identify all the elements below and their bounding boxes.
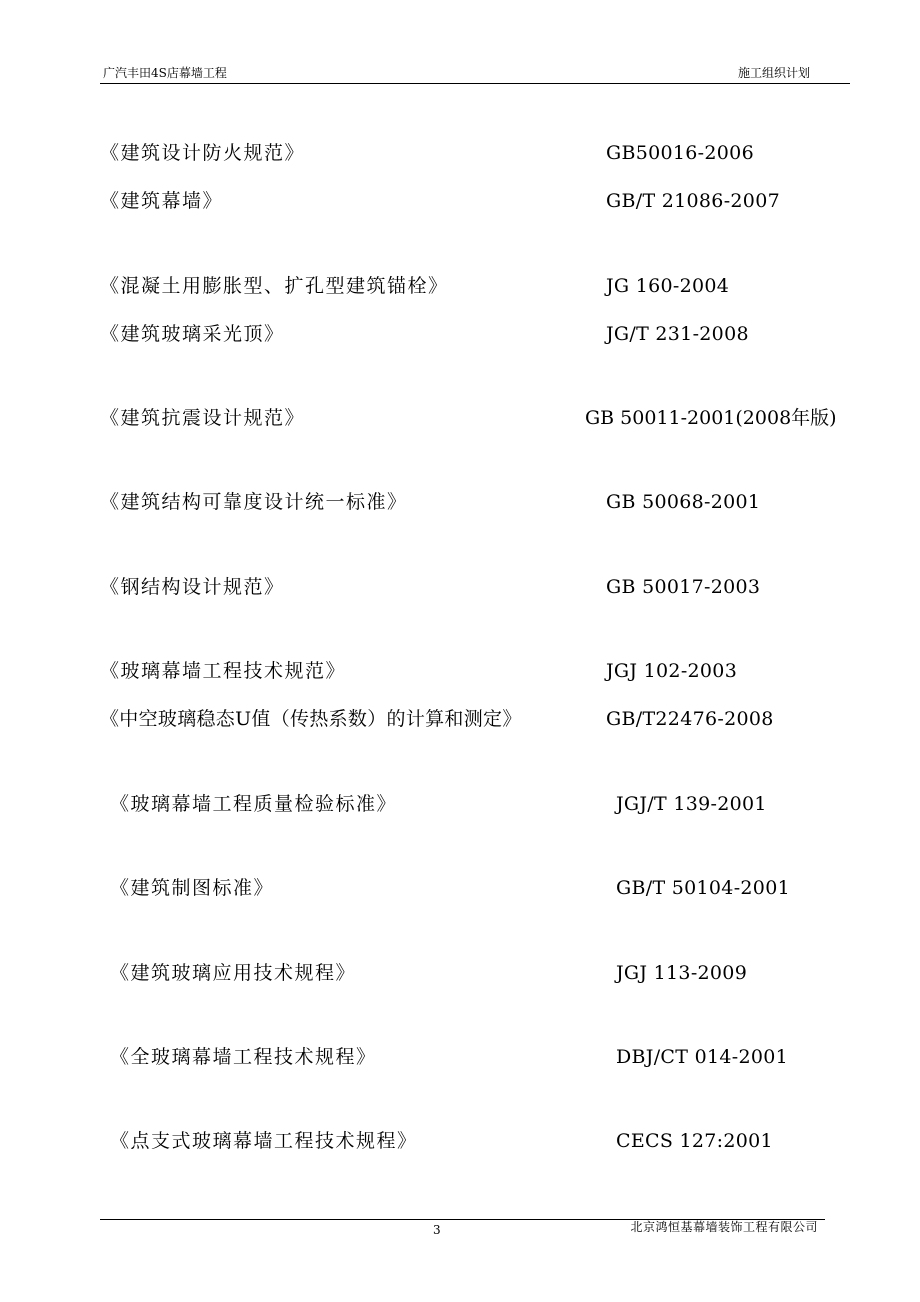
standard-code: GB/T 50104-2001 xyxy=(616,877,790,899)
standard-code: JG/T 231-2008 xyxy=(606,323,749,345)
standard-code: JG 160-2004 xyxy=(606,275,730,297)
page-number: 3 xyxy=(433,1223,441,1237)
header-project-title: 广汽丰田4S店幕墙工程 xyxy=(103,66,227,80)
standard-title: 《玻璃幕墙工程质量检验标准》 xyxy=(110,793,398,815)
standard-title: 《中空玻璃稳态U值（传热系数）的计算和测定》 xyxy=(100,708,522,730)
header-document-type: 施工组织计划 xyxy=(737,66,810,80)
standard-title: 《建筑结构可靠度设计统一标准》 xyxy=(100,491,408,513)
standard-row xyxy=(0,140,920,166)
standard-code: JGJ/T 139-2001 xyxy=(616,793,767,815)
standard-row xyxy=(0,1044,920,1070)
standard-code: GB50016-2006 xyxy=(606,142,754,164)
standard-row xyxy=(0,188,920,214)
standard-row xyxy=(0,273,920,299)
standard-code: GB 50068-2001 xyxy=(606,491,761,513)
footer-company-name: 北京鸿恒基幕墙装饰工程有限公司 xyxy=(630,1220,818,1234)
standard-row xyxy=(0,574,920,600)
standard-code: CECS 127:2001 xyxy=(616,1130,773,1152)
standard-title: 《建筑玻璃采光顶》 xyxy=(100,323,285,345)
standard-title: 《建筑抗震设计规范》 xyxy=(100,407,306,429)
standard-code: GB/T22476-2008 xyxy=(606,708,774,730)
standard-row xyxy=(0,960,920,986)
standard-code: JGJ 113-2009 xyxy=(616,962,748,984)
standard-code: DBJ/CT 014-2001 xyxy=(616,1046,789,1068)
standard-code: JGJ 102-2003 xyxy=(606,660,738,682)
standard-title: 《全玻璃幕墙工程技术规程》 xyxy=(110,1046,377,1068)
standard-title: 《混凝土用膨胀型、扩孔型建筑锚栓》 xyxy=(100,275,449,297)
standard-code: GB/T 21086-2007 xyxy=(606,190,780,212)
standard-title: 《建筑玻璃应用技术规程》 xyxy=(110,962,357,984)
standard-title: 《建筑幕墙》 xyxy=(100,190,224,212)
page-footer xyxy=(100,1216,825,1246)
standard-code: GB 50011-2001(2008年版) xyxy=(585,407,837,429)
standard-row xyxy=(0,405,920,431)
standard-title: 《建筑制图标准》 xyxy=(110,877,275,899)
standard-title: 《玻璃幕墙工程技术规范》 xyxy=(100,660,347,682)
standard-row xyxy=(0,791,920,817)
standard-title: 《钢结构设计规范》 xyxy=(100,576,285,598)
standard-code: GB 50017-2003 xyxy=(606,576,761,598)
standard-row xyxy=(0,1128,920,1154)
standard-title: 《建筑设计防火规范》 xyxy=(100,142,306,164)
standard-row xyxy=(0,489,920,515)
standard-row xyxy=(0,875,920,901)
standard-title: 《点支式玻璃幕墙工程技术规程》 xyxy=(110,1130,418,1152)
standard-row xyxy=(0,658,920,684)
standard-row xyxy=(0,321,920,347)
page-header xyxy=(100,0,850,86)
standard-row xyxy=(0,706,920,732)
header-rule xyxy=(100,83,850,84)
